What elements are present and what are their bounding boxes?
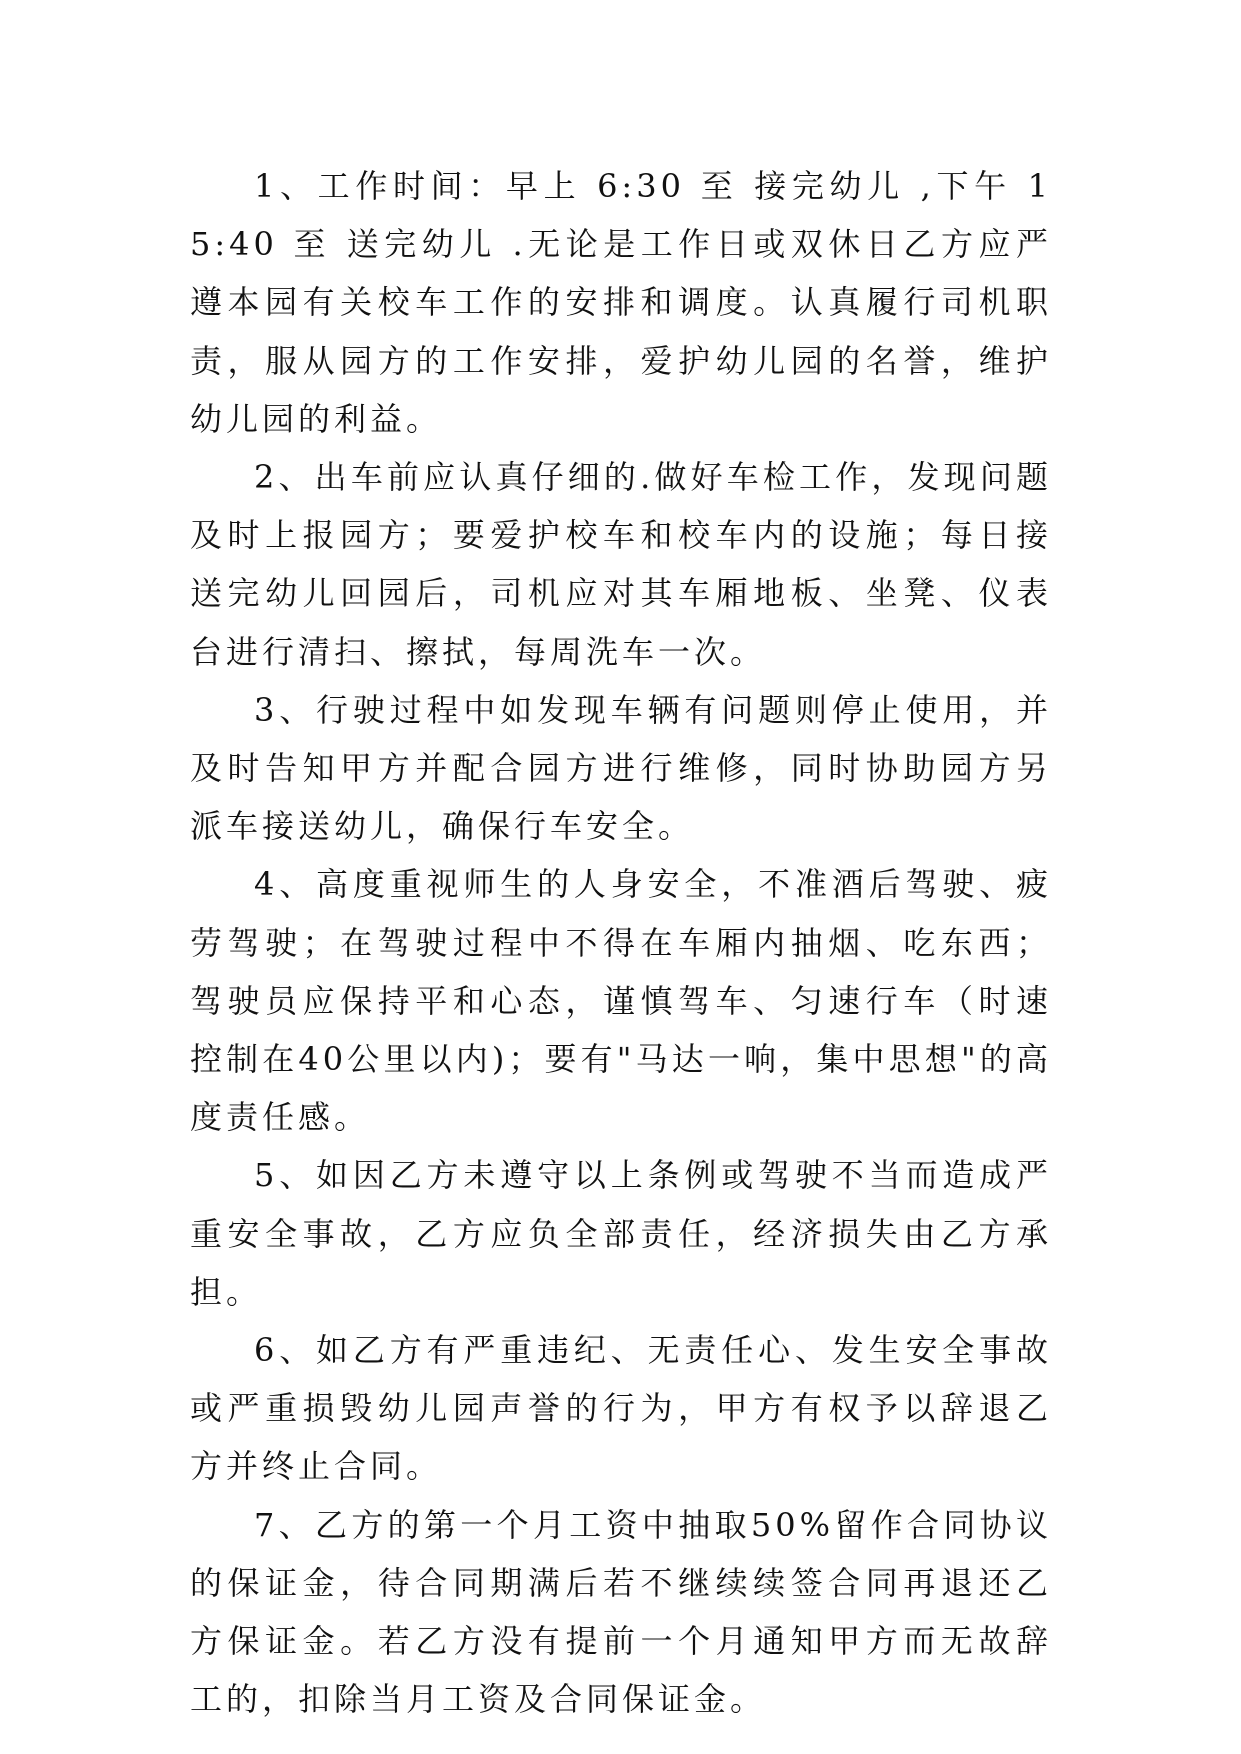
- clause-5-accident-liability: 5、如因乙方未遵守以上条例或驾驶不当而造成严重安全事故，乙方应负全部责任，经济损失由乙方承担。: [190, 1156, 1052, 1311]
- clause-4-driving-safety: 4、高度重视师生的人身安全，不准酒后驾驶、疲劳驾驶；在驾驶过程中不得在车厢内抽烟、吃东西；驾驶员应保持平和心态，谨慎驾车、匀速行车（时速控制在40公里以内)；要有"马达一响，集中思想"的高度责任感。: [190, 865, 1052, 1137]
- clause-6-dismissal: 6、如乙方有严重违纪、无责任心、发生安全事故或严重损毁幼儿园声誉的行为，甲方有权予以辞退乙方并终止合同。: [190, 1331, 1052, 1486]
- clause-1-work-hours: 1、工作时间：早上 6:30 至 接完幼儿 ,下午 15:40 至 送完幼儿 .无论是工作日或双休日乙方应严遵本园有关校车工作的安排和调度。认真履行司机职责，服从园方的工作安排，爱护幼儿园的名誉，维护幼儿园的利益。: [190, 167, 1052, 438]
- clause-3-vehicle-problems: 3、行驶过程中如发现车辆有问题则停止使用，并及时告知甲方并配合园方进行维修，同时协助园方另派车接送幼儿，确保行车安全。: [190, 690, 1052, 846]
- document-body: [190, 157, 1052, 1728]
- clause-2-vehicle-inspection: 2、出车前应认真仔细的.做好车检工作，发现问题及时上报园方；要爱护校车和校车内的设施；每日接送完幼儿回园后，司机应对其车厢地板、坐凳、仪表台进行清扫、擦拭，每周洗车一次。: [190, 458, 1052, 671]
- clause-7-deposit: 7、乙方的第一个月工资中抽取50%留作合同协议的保证金，待合同期满后若不继续续签合同再退还乙方保证金。若乙方没有提前一个月通知甲方而无故辞工的，扣除当月工资及合同保证金。: [190, 1505, 1052, 1719]
